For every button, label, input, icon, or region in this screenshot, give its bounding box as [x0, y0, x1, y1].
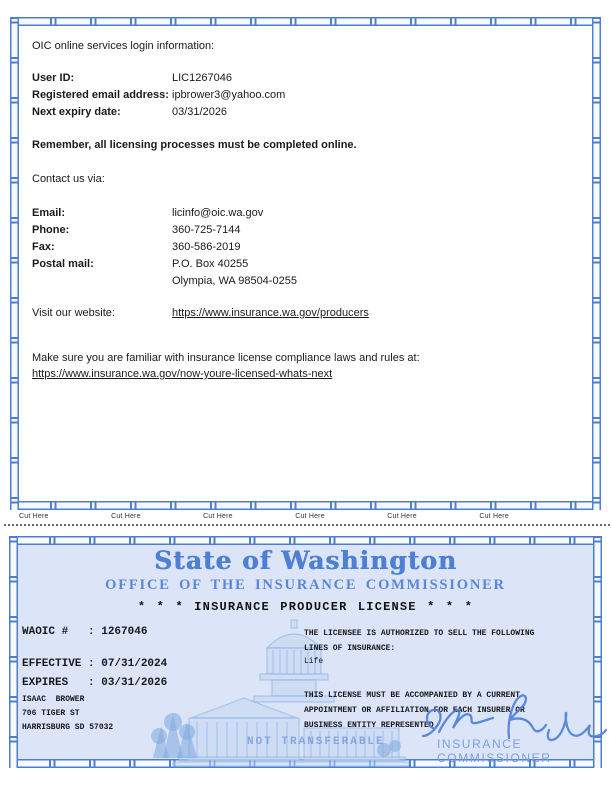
chain-border-right [592, 17, 601, 510]
chain-border-top [10, 17, 601, 26]
cut-here-label: Cut Here [19, 513, 49, 520]
login-notice-panel [10, 17, 601, 510]
website-link[interactable]: https://www.insurance.wa.gov/producers [172, 307, 369, 319]
cut-here-label: Cut Here [295, 513, 325, 520]
authorized-lines-text: THE LICENSEE IS AUTHORIZED TO SELL THE FOLLOWING LINES OF INSURANCE: [304, 629, 535, 653]
chain-border-top [9, 536, 602, 545]
lines-of-insurance-value: Life [304, 657, 324, 666]
phone-label: Phone: [32, 224, 70, 236]
postal-mail-label: Postal mail: [32, 258, 94, 270]
cut-here-row [19, 513, 509, 520]
license-banner-title: * * * INSURANCE PRODUCER LICENSE * * * [137, 600, 474, 614]
notice-intro: OIC online services login information: [32, 40, 215, 52]
registered-email-label: Registered email address: [32, 89, 169, 101]
email-label: Email: [32, 207, 66, 219]
compliance-text: Make sure you are familiar with insurance license compliance laws and rules at: [32, 352, 420, 364]
accompany-requirement-text: THIS LICENSE MUST BE ACCOMPANIED BY A CURRENT APPOINTMENT OR AFFILIATION FOR EACH INSURER OR BUSINESS ENTITY REPRESENTED. [304, 691, 525, 730]
insurance-commissioner-label: INSURANCE COMMISSIONER [437, 737, 552, 765]
licensee-city: HARRISBURG SD 57032 [22, 723, 114, 732]
chain-border-bottom [10, 501, 601, 510]
user-id-value: LIC1267046 [172, 72, 232, 84]
contact-row-postal [32, 258, 585, 274]
field-row-next-expiry [32, 106, 585, 122]
not-transferable-watermark: NOT TRANSFERABLE [247, 736, 385, 748]
postal-mail-city-value: Olympia, WA 98504-0255 [172, 275, 297, 287]
state-title: State of Washington [154, 546, 457, 575]
cut-here-label: Cut Here [111, 513, 141, 520]
postal-mail-value: P.O. Box 40255 [172, 258, 249, 270]
insurance-producer-license-certificate [9, 536, 602, 768]
contact-row-postal-city [32, 275, 585, 291]
licensee-street: 706 TIGER ST [22, 709, 80, 718]
cut-here-label: Cut Here [203, 513, 233, 520]
expires-date-line: EXPIRES : 03/31/2026 [22, 677, 168, 689]
website-label: Visit our website: [32, 307, 115, 319]
waoic-number-line: WAOIC # : 1267046 [22, 626, 148, 638]
fax-label: Fax: [32, 241, 55, 253]
phone-value: 360-725-7144 [172, 224, 241, 236]
licensee-name: ISAAC BROWER [22, 695, 85, 704]
fax-value: 360-586-2019 [172, 241, 241, 253]
contact-row-phone [32, 224, 585, 240]
chain-border-left [10, 17, 19, 510]
email-value: licinfo@oic.wa.gov [172, 207, 264, 219]
next-expiry-label: Next expiry date: [32, 106, 121, 118]
cut-dotted-line [4, 524, 610, 526]
cut-here-label: Cut Here [387, 513, 417, 520]
website-row [32, 307, 585, 323]
contact-row-email [32, 207, 585, 223]
contact-intro: Contact us via: [32, 173, 105, 185]
next-expiry-value: 03/31/2026 [172, 106, 228, 118]
contact-row-fax [32, 241, 585, 257]
user-id-label: User ID: [32, 72, 75, 84]
effective-date-line: EFFECTIVE : 07/31/2024 [22, 658, 168, 670]
registered-email-value: ipbrower3@yahoo.com [172, 89, 286, 101]
cut-here-label: Cut Here [479, 513, 509, 520]
field-row-user-id [32, 72, 585, 88]
compliance-link[interactable]: https://www.insurance.wa.gov/now-youre-licensed-whats-next [32, 368, 333, 380]
reminder-text: Remember, all licensing processes must be completed online. [32, 139, 357, 151]
office-title: OFFICE OF THE INSURANCE COMMISSIONER [105, 577, 506, 593]
field-row-registered-email [32, 89, 585, 105]
